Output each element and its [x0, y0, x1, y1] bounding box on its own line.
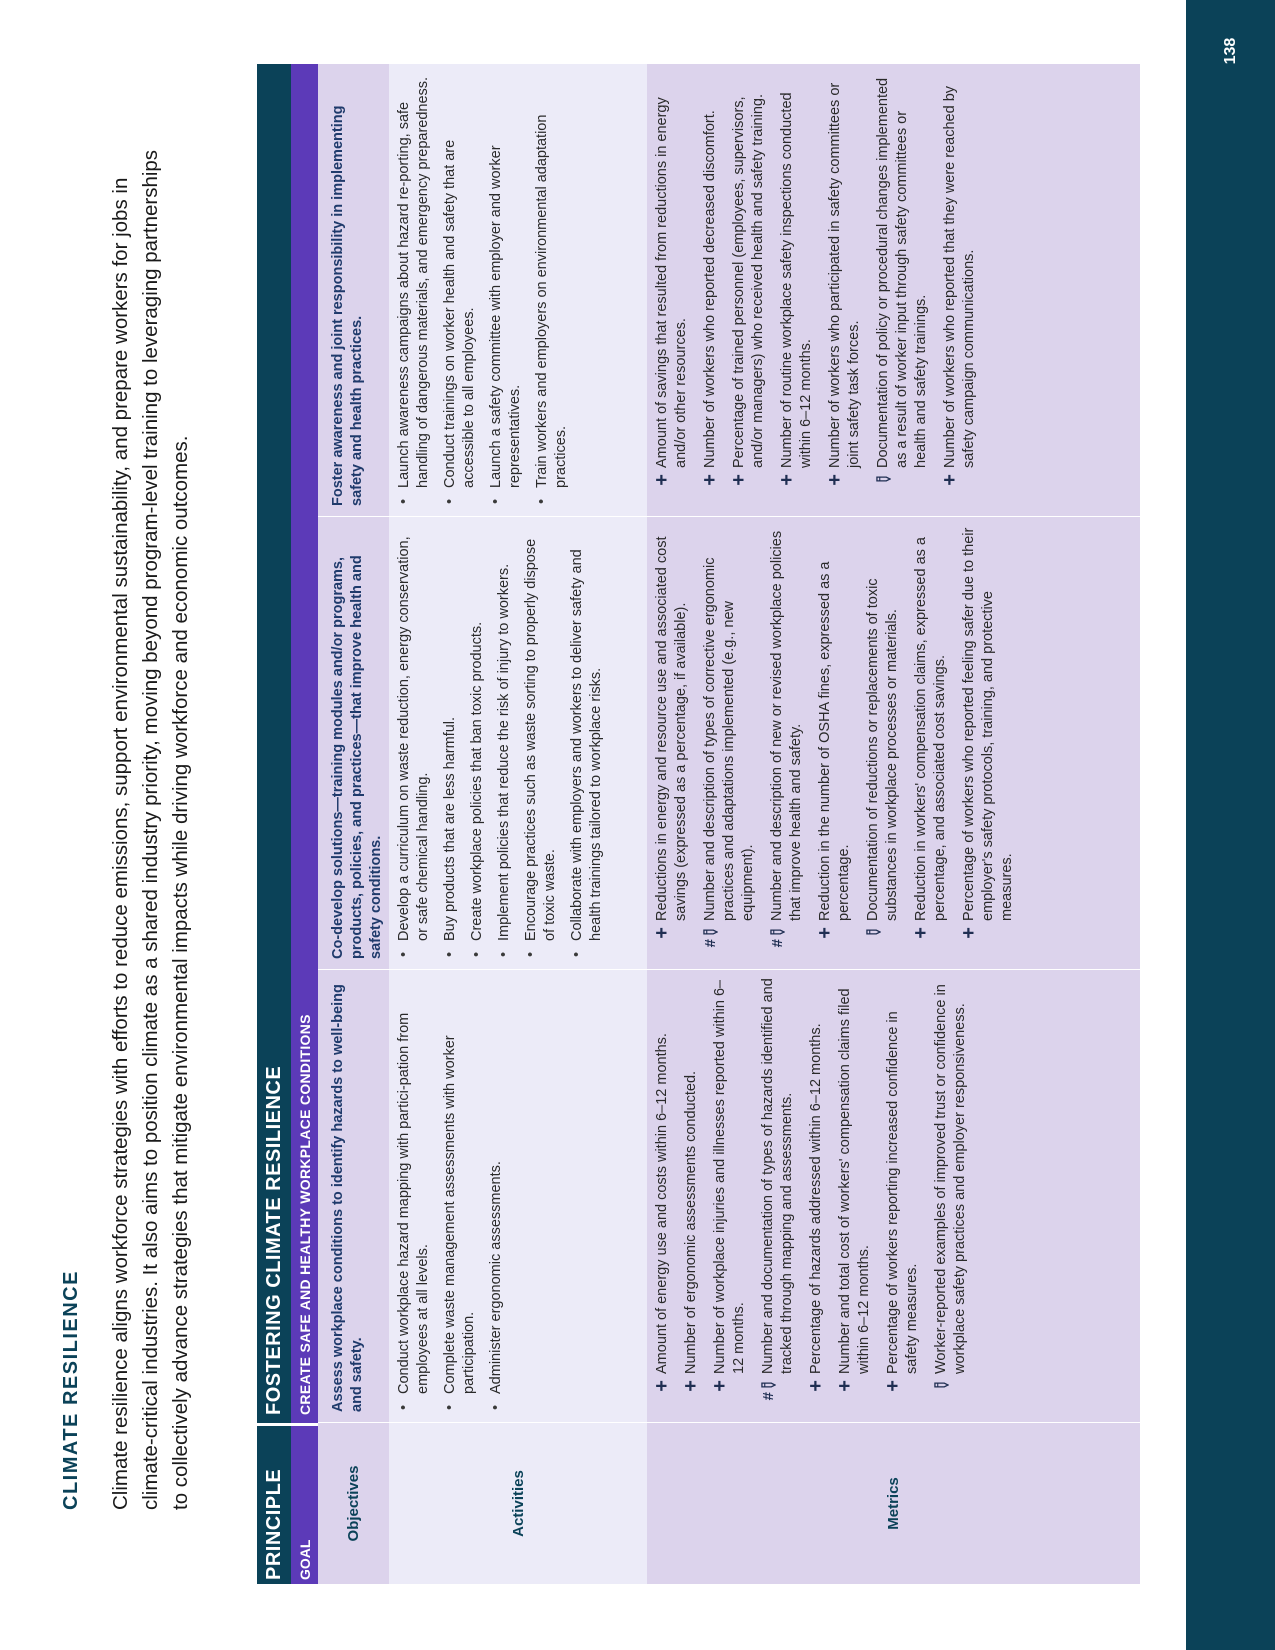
activity-text: Launch a safety committee with employer and worker representatives. — [488, 145, 523, 488]
metric-item — [682, 978, 701, 1412]
plus-icon: + — [939, 474, 961, 486]
bullet-icon: • — [488, 498, 504, 504]
activity-text: Encourage practices such as waste sorting to properly dispose of toxic waste. — [523, 538, 558, 941]
metric-markers — [682, 1374, 701, 1412]
metric-markers — [653, 468, 691, 506]
activity-item — [487, 978, 506, 1412]
metric-markers — [778, 468, 816, 506]
metrics-row — [647, 64, 1140, 1584]
activity-item — [441, 525, 460, 959]
bullet-icon: • — [496, 951, 512, 957]
metric-list — [653, 72, 979, 506]
activity-text: Develop a curriculum on waste reduction, energy conservation, or safe chemical handling. — [396, 536, 431, 941]
metric-item — [653, 525, 691, 959]
metric-item — [826, 72, 864, 506]
metric-text: Amount of savings that resulted from reductions in energy and/or other resources. — [654, 97, 689, 468]
metric-markers — [884, 1374, 922, 1412]
metric-text: Amount of energy use and costs within 6–12 months. — [654, 1033, 670, 1374]
bullet-icon: • — [396, 951, 412, 957]
metrics-cell — [647, 970, 1140, 1423]
metric-item — [941, 72, 979, 506]
metric-text: Number of ergonomic assessments conducted. — [683, 1070, 699, 1374]
plus-icon: + — [680, 1380, 702, 1392]
activity-item — [487, 72, 525, 506]
activity-item — [395, 525, 433, 959]
activity-item — [441, 72, 479, 506]
metric-markers — [941, 468, 979, 506]
plus-icon: + — [805, 1380, 827, 1392]
plus-icon: + — [651, 474, 673, 486]
principle-title: FOSTERING CLIMATE RESILIENCE — [262, 1065, 285, 1415]
bullet-icon: • — [569, 951, 585, 957]
metric-text: Number and total cost of workers' compensation claims filed within 6–12 months. — [837, 988, 872, 1374]
activity-item — [395, 978, 433, 1412]
metric-markers — [864, 921, 902, 959]
objective-cell: Foster awareness and joint responsibility in implementing safety and health practices. — [318, 64, 389, 517]
metric-text: Documentation of policy or procedural changes implemented as a result of worker input through safety committees or health and safety trainings. — [875, 77, 929, 468]
metric-markers — [711, 1374, 749, 1412]
activity-list — [395, 525, 606, 959]
page-number: 138 — [1222, 37, 1239, 65]
intro-section — [56, 130, 196, 1510]
metric-item — [701, 525, 758, 959]
bullet-icon: • — [488, 1404, 504, 1410]
plus-icon: + — [651, 927, 673, 939]
objective-cell: Assess workplace conditions to identify hazards to well-being and safety. — [318, 970, 389, 1423]
plus-icon: + — [824, 474, 846, 486]
plus-icon: + — [834, 1380, 856, 1392]
activity-text: Buy products that are less harmful. — [442, 716, 458, 941]
hash-icon: # — [760, 1392, 777, 1401]
activity-text: Create workplace policies that ban toxic products. — [469, 621, 485, 941]
metric-item — [864, 525, 902, 959]
activity-text: Complete waste management assessments with worker participation. — [442, 1035, 477, 1394]
bullet-icon: • — [442, 951, 458, 957]
bullet-icon: • — [469, 951, 485, 957]
objective-cell: Co-develop solutions—training modules and/or programs, products, policies, and practices—that improve health and safety conditions. — [318, 517, 389, 970]
activity-item — [522, 525, 560, 959]
plus-icon: + — [958, 927, 980, 939]
metric-markers — [759, 1374, 797, 1412]
metric-markers — [730, 468, 768, 506]
metric-markers — [826, 468, 864, 506]
metric-item — [884, 978, 922, 1412]
metric-text: Percentage of workers reporting increased confidence in safety measures. — [885, 1011, 920, 1374]
activity-list — [395, 978, 506, 1412]
metric-markers — [701, 468, 720, 506]
page-sidebar-band — [1186, 0, 1275, 1650]
metric-markers — [807, 1374, 826, 1412]
plus-icon: + — [910, 927, 932, 939]
metric-markers — [932, 1374, 970, 1412]
principle-label: PRINCIPLE — [257, 1423, 291, 1584]
activity-item — [533, 72, 571, 506]
pencil-icon — [876, 474, 891, 484]
activity-item — [441, 978, 479, 1412]
metric-item — [730, 72, 768, 506]
metric-markers — [912, 921, 950, 959]
metric-item — [759, 978, 797, 1412]
metric-markers — [653, 1374, 672, 1412]
activity-item — [468, 525, 487, 959]
metric-markers — [768, 921, 806, 959]
metric-text: Number and description of new or revised workplace policies that improve health and safety. — [769, 530, 804, 921]
goal-row — [291, 64, 318, 1584]
activity-list — [395, 72, 571, 506]
metric-text: Number and documentation of types of hazards identified and tracked through mapping and assessments. — [760, 978, 795, 1374]
metric-markers — [653, 921, 691, 959]
objectives-row — [318, 64, 389, 1584]
metric-text: Number of routine workplace safety inspections conducted within 6–12 months. — [779, 92, 814, 468]
metric-text: Reductions in energy and resource use and associated cost savings (expressed as a percentage, if available). — [654, 536, 689, 921]
plus-icon: + — [651, 1380, 673, 1392]
pencil-icon — [934, 1380, 949, 1390]
hash-icon: # — [769, 939, 786, 948]
metric-item — [768, 525, 806, 959]
metric-markers — [701, 921, 758, 959]
bullet-icon: • — [534, 498, 550, 504]
intro-paragraph: Climate resilience aligns workforce strategies with efforts to reduce emissions, support environmental sustainability, and prepare workers for jobs in climate-critical industries. It also aims to position climate as a shared industry priority, moving beyond program-level training to leveraging partnerships to collectively advance strategies that mitigate environmental impacts while driving workforce and economic outcomes. — [109, 149, 192, 1510]
metric-markers — [816, 921, 854, 959]
metric-item — [912, 525, 950, 959]
metric-item — [807, 978, 826, 1412]
metric-text: Reduction in the number of OSHA fines, expressed as a percentage. — [817, 561, 852, 921]
metric-item — [816, 525, 854, 959]
metric-item — [653, 72, 691, 506]
plus-icon: + — [882, 1380, 904, 1392]
metric-item — [778, 72, 816, 506]
metric-item — [701, 72, 720, 506]
metric-text: Documentation of reductions or replacements of toxic substances in workplace processes or materials. — [865, 578, 900, 921]
metric-text: Percentage of trained personnel (employees, supervisors, and/or managers) who received health and safety training. — [731, 94, 766, 468]
metrics-cell — [647, 517, 1140, 970]
section-title: CLIMATE RESILIENCE — [60, 1270, 82, 1510]
bullet-icon: • — [396, 1404, 412, 1410]
metric-text: Percentage of hazards addressed within 6–12 months. — [808, 1023, 824, 1374]
metric-item — [711, 978, 749, 1412]
metric-item — [960, 525, 1017, 959]
activities-row — [389, 64, 647, 1584]
activities-cell — [389, 517, 647, 970]
metric-item — [932, 978, 970, 1412]
activities-label: Activities — [509, 1470, 527, 1537]
bullet-icon: • — [396, 498, 412, 504]
activity-item — [395, 72, 433, 506]
hash-icon: # — [702, 939, 719, 948]
pencil-icon — [770, 927, 785, 937]
plus-icon: + — [776, 474, 798, 486]
metric-text: Percentage of workers who reported feeling safer due to their employer's safety protocols, training, and protective measures. — [961, 527, 1015, 921]
plus-icon: + — [728, 474, 750, 486]
goal-label: GOAL — [291, 1423, 318, 1584]
metric-list — [653, 525, 1017, 959]
pencil-icon — [761, 1380, 776, 1390]
activity-item — [568, 525, 606, 959]
pencil-icon — [703, 927, 718, 937]
activity-text: Collaborate with employers and workers to deliver safety and health trainings tailored to workplace risks. — [569, 549, 604, 941]
metric-text: Number and description of types of corrective ergonomic practices and adaptations implemented (e.g., new equipment). — [702, 557, 756, 921]
metric-text: Number of workers who reported that they were reached by safety campaign communications. — [942, 85, 977, 468]
metric-text: Number of workplace injuries and illnesses reported within 6–12 months. — [712, 979, 747, 1374]
metric-item — [836, 978, 874, 1412]
activity-text: Conduct workplace hazard mapping with partici-pation from employees at all levels. — [396, 1012, 431, 1394]
activity-text: Conduct trainings on worker health and safety that are accessible to all employees. — [442, 139, 477, 488]
goal-title: CREATE SAFE AND HEALTHY WORKPLACE CONDITIONS — [296, 1014, 313, 1415]
principle-row — [257, 64, 291, 1584]
metric-text: Number of workers who participated in safety committees or joint safety task forces. — [827, 82, 862, 468]
metric-list — [653, 978, 970, 1412]
activities-cell — [389, 970, 647, 1423]
activity-text: Train workers and employers on environmental adaptation practices. — [534, 114, 569, 488]
metric-item — [874, 72, 931, 506]
metric-text: Reduction in workers' compensation claims, expressed as a percentage, and associated cost savings. — [913, 537, 948, 921]
metric-markers — [960, 921, 1017, 959]
bullet-icon: • — [523, 951, 539, 957]
objectives-label: Objectives — [345, 1465, 362, 1542]
plus-icon: + — [709, 1380, 731, 1392]
metric-markers — [874, 468, 931, 506]
bullet-icon: • — [442, 498, 458, 504]
activity-text: Administer ergonomic assessments. — [488, 1161, 504, 1394]
activity-item — [495, 525, 514, 959]
bullet-icon: • — [442, 1404, 458, 1410]
metric-markers — [836, 1374, 874, 1412]
activities-cell — [389, 64, 647, 517]
pencil-icon — [866, 927, 881, 937]
metrics-cell — [647, 64, 1140, 517]
plus-icon: + — [699, 474, 721, 486]
activity-text: Launch awareness campaigns about hazard re-porting, safe handling of dangerous materials, and emergency preparedness. — [396, 76, 431, 488]
framework-table — [257, 64, 1140, 1584]
metric-text: Worker-reported examples of improved trust or confidence in workplace safety practices and employer responsiveness. — [933, 984, 968, 1374]
metrics-label: Metrics — [885, 1477, 902, 1530]
activity-text: Implement policies that reduce the risk of injury to workers. — [496, 563, 512, 941]
metric-text: Number of workers who reported decreased discomfort. — [702, 110, 718, 468]
metric-item — [653, 978, 672, 1412]
plus-icon: + — [814, 927, 836, 939]
